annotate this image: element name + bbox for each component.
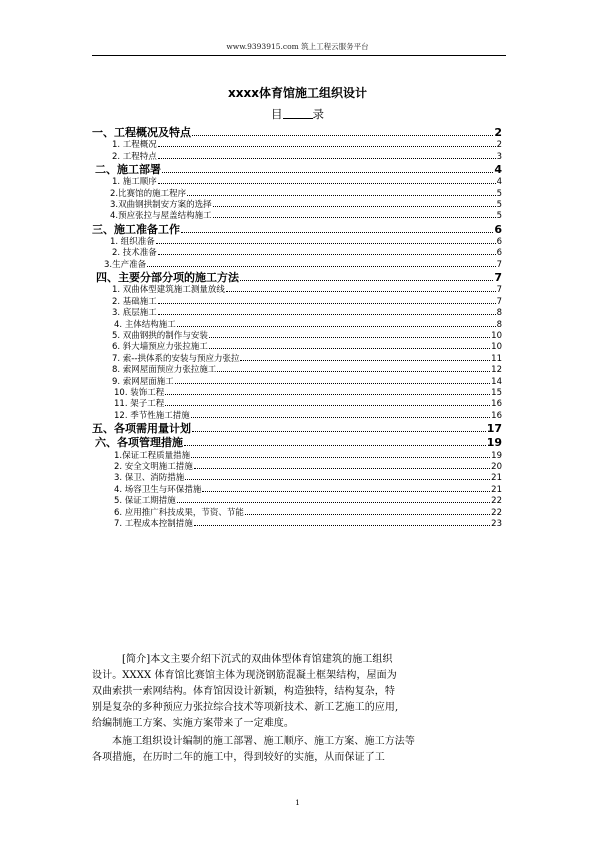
- toc-subsection-entry[interactable]: [112, 375, 502, 386]
- intro-paragraph: [92, 652, 504, 732]
- toc-subsection-entry[interactable]: [112, 306, 502, 317]
- toc-subsection-entry[interactable]: [112, 283, 502, 294]
- body-line: 本施工组织设计编制的施工部署、施工顺序、施工方案、施工方法等: [112, 736, 415, 747]
- toc-entry-page: 3: [496, 151, 502, 162]
- toc-leader-dots: [158, 158, 496, 159]
- toc-entry-label: 2. 技术准备: [112, 248, 157, 259]
- toc-subsection-entry[interactable]: [110, 209, 502, 220]
- toc-leader-dots: [240, 280, 493, 281]
- toc-entry-label: 4.预应张拉与屋盖结构施工: [110, 211, 212, 222]
- toc-entry-page: 16: [491, 399, 502, 410]
- toc-subsection-entry[interactable]: [112, 138, 502, 149]
- toc-leader-dots: [226, 291, 496, 292]
- toc-entry-page: 14: [491, 376, 502, 387]
- toc-entry-label: 10. 装饰工程: [114, 388, 165, 398]
- body-line: 各项措施，在历时二年的施工中，得到较好的实施，从而保证了工: [92, 752, 385, 763]
- toc-entry-page: 7: [496, 285, 502, 296]
- toc-leader-dots: [213, 206, 496, 207]
- toc-leader-dots: [194, 468, 490, 469]
- toc-section-entry[interactable]: [92, 221, 502, 235]
- toc-entry-label: 5. 保证工期措施: [114, 496, 176, 507]
- toc-heading: [0, 106, 595, 122]
- toc-entry-label: 1.保证工程质量措施: [114, 450, 191, 461]
- toc-entry-page: 21: [491, 484, 502, 495]
- toc-entry-label: 8. 索网屋面预应力张拉施工: [112, 365, 217, 376]
- toc-leader-dots: [184, 445, 486, 446]
- toc-entry-page: 5: [496, 200, 502, 210]
- toc-leader-dots: [245, 514, 490, 515]
- intro-line: [简介]本文主要介绍下沉式的双曲体型体育馆建筑的施工组织: [122, 654, 393, 665]
- toc-entry-label: 四、主要分部分项的施工方法: [96, 271, 239, 285]
- toc-entry-page: 6: [494, 222, 502, 236]
- toc-entry-label: 3.生产准备: [104, 259, 147, 270]
- toc-leader-dots: [209, 337, 490, 338]
- toc-entry-label: 3. 保卫、消防措施: [114, 473, 185, 484]
- toc-entry-label: 1. 施工顺序: [112, 177, 157, 188]
- toc-subsection-entry[interactable]: [112, 150, 502, 161]
- page-header: www.9393915.com 筑上工程云服务平台: [226, 42, 369, 51]
- toc-subsection-entry[interactable]: [112, 363, 502, 374]
- intro-line: 给编制施工方案、实施方案带来了一定难度。: [92, 718, 294, 729]
- toc-leader-dots: [165, 405, 490, 406]
- toc-leader-dots: [194, 525, 490, 526]
- toc-leader-dots: [158, 314, 496, 315]
- toc-leader-dots: [192, 135, 493, 136]
- toc-leader-dots: [147, 266, 495, 267]
- toc-entry-label: 2. 工程特点: [112, 151, 157, 162]
- toc-heading-right: 录: [312, 107, 324, 121]
- toc-subsection-entry[interactable]: [110, 235, 502, 246]
- toc-entry-label: 一、工程概况及特点: [92, 126, 191, 139]
- toc-subsection-entry[interactable]: [112, 246, 502, 257]
- toc-entry-label: 12. 季节性施工措施: [114, 410, 190, 421]
- toc-entry-label: 1. 组织准备: [110, 237, 155, 247]
- header-rule: [92, 55, 506, 56]
- toc-entry-page: 7: [496, 259, 502, 270]
- toc-leader-dots: [191, 457, 490, 458]
- toc-section-entry[interactable]: [96, 269, 502, 283]
- toc-entry-label: 7. 工程成本控制措施: [114, 519, 193, 529]
- toc-entry-page: 6: [496, 248, 502, 259]
- toc-entry-page: 23: [491, 519, 502, 529]
- toc-entry-label: 2. 安全文明施工措施: [114, 462, 193, 472]
- toc-leader-dots: [177, 502, 490, 503]
- toc-entry-label: 5. 双曲钢拱的制作与安装: [112, 331, 208, 341]
- toc-leader-dots: [217, 371, 490, 372]
- toc-subsection-entry[interactable]: [110, 198, 502, 209]
- toc-leader-dots: [185, 479, 490, 480]
- toc-leader-dots: [158, 183, 496, 184]
- toc-subsection-entry[interactable]: [114, 386, 502, 397]
- toc-subsection-entry[interactable]: [114, 494, 502, 505]
- toc-entry-label: 1. 工程概况: [112, 140, 157, 151]
- toc-section-entry[interactable]: [95, 434, 502, 448]
- toc-heading-underline: [283, 108, 313, 119]
- toc-subsection-entry[interactable]: [114, 397, 502, 408]
- toc-leader-dots: [191, 417, 490, 418]
- toc-leader-dots: [158, 303, 496, 304]
- toc-subsection-entry[interactable]: [104, 258, 502, 269]
- toc-leader-dots: [213, 217, 496, 218]
- toc-leader-dots: [202, 491, 490, 492]
- toc-entry-page: 11: [491, 353, 502, 364]
- intro-line: 双曲索拱一索网结构。体育馆因设计新颖，构造独特，结构复杂，特: [92, 686, 395, 697]
- toc-entry-page: 20: [491, 462, 502, 472]
- toc-subsection-entry[interactable]: [114, 517, 502, 528]
- toc-subsection-entry[interactable]: [114, 409, 502, 420]
- toc-subsection-entry[interactable]: [112, 295, 502, 306]
- toc-entry-label: 6. 应用推广科技成果，节资、节能: [114, 507, 244, 518]
- toc-entry-page: 7: [494, 271, 502, 285]
- toc-leader-dots: [158, 146, 496, 147]
- toc-subsection-entry[interactable]: [114, 318, 502, 329]
- toc-entry-page: 16: [491, 410, 502, 421]
- toc-entry-page: 12: [491, 365, 502, 376]
- toc-leader-dots: [181, 232, 493, 233]
- toc-section-entry[interactable]: [95, 161, 502, 175]
- toc-leader-dots: [156, 243, 496, 244]
- toc-entry-label: 2.比赛馆的施工程序: [110, 188, 187, 199]
- toc-leader-dots: [240, 360, 490, 361]
- toc-subsection-entry[interactable]: [114, 449, 502, 460]
- toc-section-entry[interactable]: [92, 420, 502, 434]
- toc-leader-dots: [209, 348, 490, 349]
- toc-leader-dots: [158, 254, 496, 255]
- toc-entry-page: 15: [491, 388, 502, 398]
- toc-entry-page: 5: [496, 188, 502, 199]
- toc-entry-label: 3.双曲钢拱制安方案的选择: [110, 200, 212, 210]
- toc-entry-page: 8: [496, 319, 502, 330]
- toc-entry-label: 2. 基础施工: [112, 296, 157, 307]
- toc-entry-label: 1. 双曲体型建筑施工测量放线: [112, 285, 225, 296]
- toc-entry-page: 10: [491, 331, 502, 341]
- toc-entry-label: 4. 场容卫生与环保措施: [114, 484, 202, 495]
- toc-leader-dots: [165, 394, 490, 395]
- toc-entry-label: 7. 索--拱体系的安装与预应力张拉: [112, 353, 240, 364]
- toc-entry-page: 22: [491, 507, 502, 518]
- toc-subsection-entry[interactable]: [112, 329, 502, 340]
- toc-leader-dots: [162, 172, 493, 173]
- intro-line: 设计。XXXX 体育馆比赛馆主体为现浇钢筋混凝土框架结构，屋面为: [92, 670, 397, 681]
- toc-entry-label: 6. 斜大墙预应力张拉施工: [112, 342, 208, 353]
- toc-entry-page: 4: [496, 177, 502, 188]
- document-title: xxxx体育馆施工组织设计: [228, 86, 367, 100]
- toc-entry-page: 5: [496, 211, 502, 222]
- toc-entry-label: 五、各项需用量计划: [92, 422, 191, 436]
- toc-entry-page: 19: [491, 450, 502, 461]
- toc-entry-label: 9. 索网屋面施工: [112, 376, 174, 387]
- toc-subsection-entry[interactable]: [112, 340, 502, 351]
- toc-subsection-entry[interactable]: [110, 187, 502, 198]
- toc-entry-page: 22: [491, 496, 502, 507]
- toc-leader-dots: [177, 326, 496, 327]
- toc-entry-page: 6: [496, 237, 502, 247]
- toc-entry-page: 4: [494, 163, 502, 176]
- toc-subsection-entry[interactable]: [112, 175, 502, 186]
- toc-entry-page: 10: [491, 342, 502, 353]
- toc-entry-label: 三、施工准备工作: [92, 222, 180, 236]
- toc-entry-label: 二、施工部署: [95, 163, 161, 176]
- toc-entry-page: 2: [494, 126, 502, 139]
- toc-leader-dots: [192, 431, 486, 432]
- toc-subsection-entry[interactable]: [114, 471, 502, 482]
- toc-heading-left: 目: [271, 107, 283, 121]
- toc-entry-page: 7: [496, 296, 502, 307]
- toc-entry-label: 六、各项管理措施: [95, 436, 183, 450]
- toc-subsection-entry[interactable]: [114, 506, 502, 517]
- toc-subsection-entry[interactable]: [114, 483, 502, 494]
- toc-section-entry[interactable]: [92, 124, 502, 138]
- toc-entry-label: 4. 主体结构施工: [114, 319, 176, 330]
- toc-entry-page: 8: [496, 308, 502, 319]
- toc-entry-label: 3. 底层施工: [112, 308, 157, 319]
- toc-leader-dots: [175, 383, 490, 384]
- intro-line: 别是复杂的多种预应力张拉综合技术等项新技术、新工艺施工的应用,: [92, 702, 399, 713]
- toc-subsection-entry[interactable]: [112, 352, 502, 363]
- toc-entry-label: 11. 架子工程: [114, 399, 165, 410]
- toc-entry-page: 2: [496, 140, 502, 151]
- toc-entry-page: 17: [486, 422, 502, 436]
- toc-entry-page: 21: [491, 473, 502, 484]
- page-number: 1: [295, 798, 300, 807]
- toc-entry-page: 19: [486, 436, 502, 450]
- toc-subsection-entry[interactable]: [114, 460, 502, 471]
- toc-leader-dots: [187, 195, 495, 196]
- body-paragraph: [92, 734, 504, 766]
